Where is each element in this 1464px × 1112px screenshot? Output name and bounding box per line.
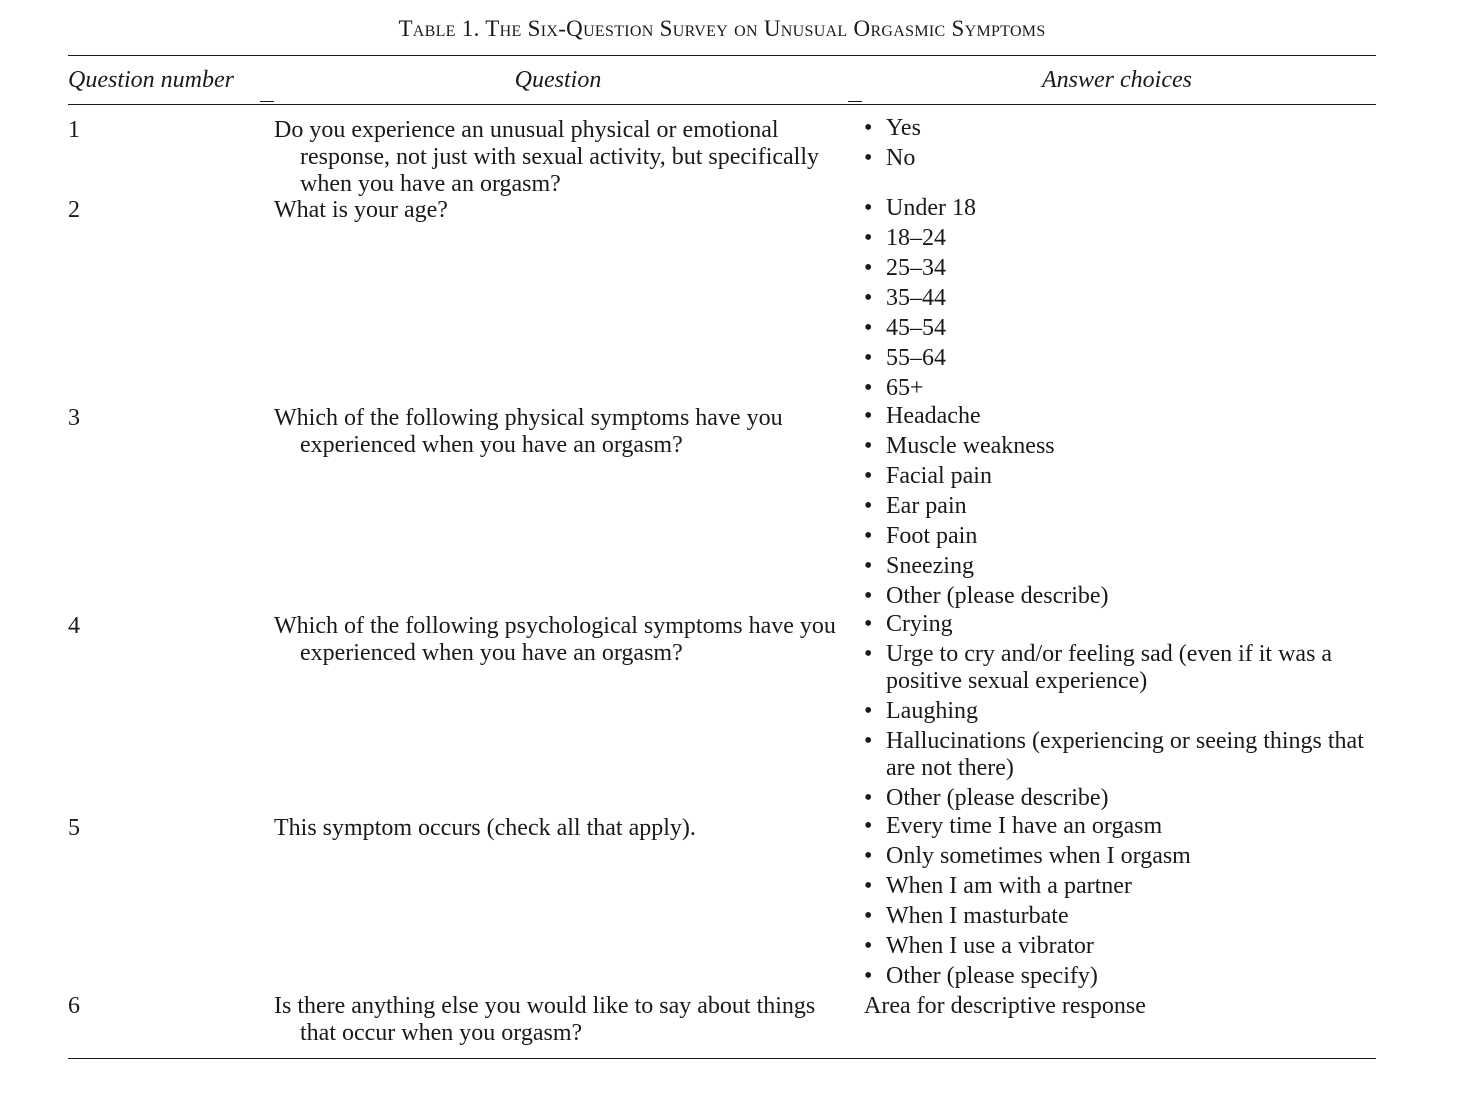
list-item: • Foot pain xyxy=(864,523,978,549)
bullet-icon: • xyxy=(864,255,873,281)
question-text: What is your age? xyxy=(274,197,448,223)
bullet-icon: • xyxy=(864,195,873,221)
bullet-icon: • xyxy=(864,873,873,899)
list-item: • 35–44 xyxy=(864,285,946,311)
bullet-icon: • xyxy=(864,225,873,251)
bullet-icon: • xyxy=(864,433,873,459)
question-text: Do you experience an unusual physical or emotional response, not just with sexual activity, but specifically when you have an orgasm? xyxy=(274,117,819,197)
bullet-icon: • xyxy=(864,145,873,171)
table-row xyxy=(68,403,1376,611)
table-row xyxy=(68,611,1376,813)
bottom-rule xyxy=(68,1058,1376,1059)
question-text: Which of the following physical symptoms have you experienced when you have an orgasm? xyxy=(274,405,783,458)
list-item: • Every time I have an orgasm xyxy=(864,813,1163,839)
bullet-icon: • xyxy=(864,611,873,637)
list-item: • Other (please specify) xyxy=(864,963,1098,989)
list-item: • When I use a vibrator xyxy=(864,933,1094,959)
header-question-number: Question number xyxy=(68,67,234,93)
question-text: This symptom occurs (check all that apply). xyxy=(274,815,696,841)
list-item: • Other (please describe) xyxy=(864,785,1109,811)
list-item: • Urge to cry and/or feeling sad (even if it was a positive sexual experience) xyxy=(864,641,1333,694)
list-item: • Only sometimes when I orgasm xyxy=(864,843,1191,869)
top-rule xyxy=(68,55,1376,56)
question-text: Which of the following psychological symptoms have you experienced when you have an orgasm? xyxy=(274,613,836,666)
question-number: 3 xyxy=(68,405,80,431)
list-item: • Under 18 xyxy=(864,195,976,221)
table-caption: Table 1. The Six-Question Survey on Unusual Orgasmic Symptoms xyxy=(398,16,1046,41)
bullet-icon: • xyxy=(864,403,873,429)
answer-choices xyxy=(844,991,1376,1051)
bullet-icon: • xyxy=(864,728,873,754)
list-item: • Yes xyxy=(864,115,921,141)
header-rule xyxy=(68,104,1376,105)
table-row xyxy=(68,195,1376,403)
list-item: • Laughing xyxy=(864,698,978,724)
list-item: • Muscle weakness xyxy=(864,433,1055,459)
list-item: • 25–34 xyxy=(864,255,946,281)
header-answer-choices: Answer choices xyxy=(1042,67,1192,93)
question-number: 2 xyxy=(68,197,80,223)
bullet-icon: • xyxy=(864,375,873,401)
bullet-icon: • xyxy=(864,963,873,989)
bullet-icon: • xyxy=(864,641,873,667)
question-text: Is there anything else you would like to say about things that occur when you orgasm? xyxy=(274,993,816,1046)
list-item: • Facial pain xyxy=(864,463,992,489)
answer-choices xyxy=(844,195,1376,403)
bullet-icon: • xyxy=(864,285,873,311)
header-underline-mark xyxy=(260,101,274,102)
table-row xyxy=(68,115,1376,195)
table-header-row xyxy=(68,67,1376,99)
list-item: • Headache xyxy=(864,403,981,429)
bullet-icon: • xyxy=(864,523,873,549)
bullet-icon: • xyxy=(864,813,873,839)
answer-choices xyxy=(844,403,1376,611)
bullet-icon: • xyxy=(864,933,873,959)
list-item: • 45–54 xyxy=(864,315,946,341)
list-item: • Hallucinations (experiencing or seeing things that are not there) xyxy=(864,728,1364,781)
list-item: • 65+ xyxy=(864,375,924,401)
bullet-icon: • xyxy=(864,583,873,609)
table-row xyxy=(68,991,1376,1051)
bullet-icon: • xyxy=(864,785,873,811)
question-number: 5 xyxy=(68,815,80,841)
list-item: • No xyxy=(864,145,916,171)
bullet-icon: • xyxy=(864,553,873,579)
descriptive-response-label: Area for descriptive response xyxy=(864,993,1146,1019)
table-body xyxy=(68,115,1376,1051)
question-number: 1 xyxy=(68,117,80,143)
answer-choices xyxy=(844,813,1376,991)
list-item: • When I masturbate xyxy=(864,903,1069,929)
bullet-icon: • xyxy=(864,315,873,341)
bullet-icon: • xyxy=(864,345,873,371)
bullet-icon: • xyxy=(864,463,873,489)
bullet-icon: • xyxy=(864,843,873,869)
table-row xyxy=(68,813,1376,991)
bullet-icon: • xyxy=(864,115,873,141)
bullet-icon: • xyxy=(864,698,873,724)
list-item: • 55–64 xyxy=(864,345,946,371)
list-item: • Crying xyxy=(864,611,953,637)
bullet-icon: • xyxy=(864,903,873,929)
bullet-icon: • xyxy=(864,493,873,519)
question-number: 4 xyxy=(68,613,80,639)
header-question: Question xyxy=(514,67,602,93)
list-item: • Ear pain xyxy=(864,493,967,519)
answer-choices xyxy=(844,611,1376,813)
list-item: • Other (please describe) xyxy=(864,583,1109,609)
header-underline-mark xyxy=(848,101,862,102)
list-item: • Sneezing xyxy=(864,553,974,579)
list-item: • 18–24 xyxy=(864,225,946,251)
answer-choices xyxy=(844,115,1376,195)
question-number: 6 xyxy=(68,993,80,1019)
list-item: • When I am with a partner xyxy=(864,873,1132,899)
